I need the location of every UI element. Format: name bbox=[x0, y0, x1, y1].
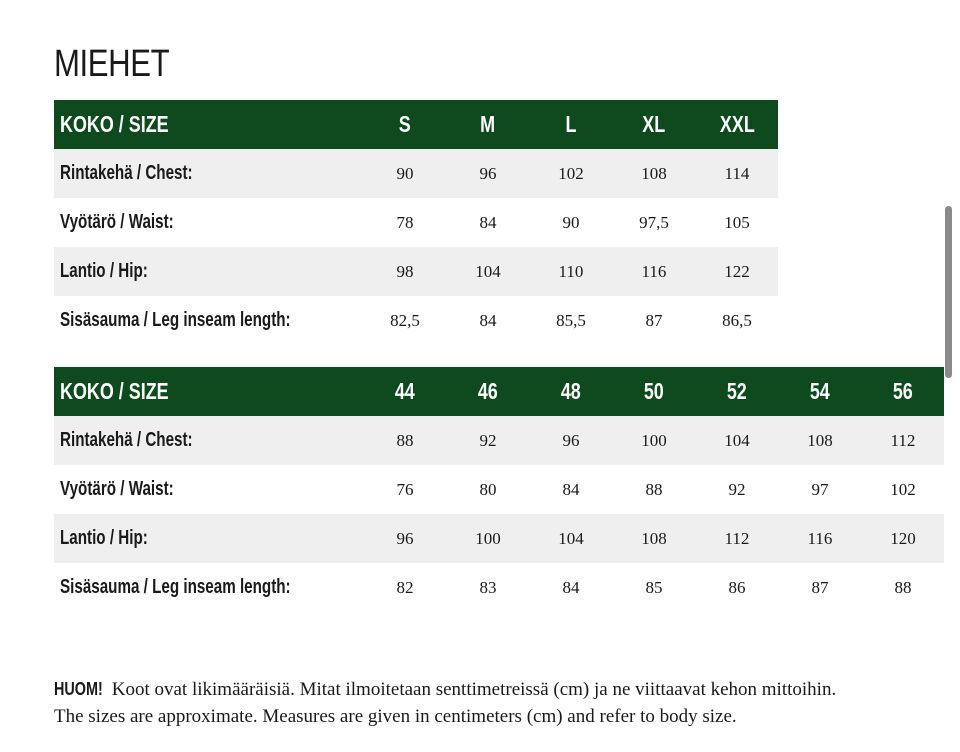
measure-value: 90 bbox=[562, 212, 580, 232]
measure-value: 88 bbox=[894, 577, 912, 597]
size-header-cell: XL bbox=[642, 111, 666, 137]
measure-value: 88 bbox=[396, 430, 414, 450]
measure-value: 87 bbox=[811, 577, 829, 597]
measure-label: Lantio / Hip: bbox=[60, 527, 148, 549]
table-header-row bbox=[54, 367, 944, 416]
size-note bbox=[54, 676, 934, 730]
table-row-inseam bbox=[54, 296, 778, 345]
measure-label: Rintakehä / Chest: bbox=[60, 429, 193, 451]
measure-value: 102 bbox=[890, 479, 916, 499]
measure-value: 105 bbox=[724, 212, 750, 232]
size-header-cell: 50 bbox=[643, 378, 664, 404]
measure-value: 104 bbox=[558, 528, 584, 548]
measure-value: 86 bbox=[728, 577, 746, 597]
measure-value: 76 bbox=[396, 479, 414, 499]
page-title: MIEHET bbox=[54, 43, 170, 86]
measure-value: 122 bbox=[724, 261, 750, 281]
size-header-cell: XXL bbox=[719, 111, 755, 137]
note-warning-label: HUOM! bbox=[54, 679, 103, 699]
measure-value: 84 bbox=[562, 577, 580, 597]
measure-value: 86,5 bbox=[722, 310, 752, 330]
table-row-inseam bbox=[54, 563, 944, 612]
measure-value: 97,5 bbox=[639, 212, 669, 232]
measure-value: 84 bbox=[562, 479, 580, 499]
measure-value: 98 bbox=[396, 261, 414, 281]
table-row-chest bbox=[54, 149, 778, 198]
measure-value: 104 bbox=[724, 430, 750, 450]
measure-value: 85,5 bbox=[556, 310, 586, 330]
table-row-hip bbox=[54, 247, 778, 296]
measure-label: Sisäsauma / Leg inseam length: bbox=[60, 576, 291, 598]
measure-value: 96 bbox=[562, 430, 580, 450]
measure-label: Lantio / Hip: bbox=[60, 260, 148, 282]
measure-label: Vyötärö / Waist: bbox=[60, 478, 174, 500]
measure-value: 84 bbox=[479, 212, 497, 232]
measure-value: 112 bbox=[890, 430, 916, 450]
table-row-hip bbox=[54, 514, 944, 563]
note-text-finnish: Koot ovat likimääräisiä. Mitat ilmoitetaan senttimetreissä (cm) ja ne viittaavat kehon mittoihin. bbox=[111, 679, 837, 700]
table-row-chest bbox=[54, 416, 944, 465]
measure-value: 80 bbox=[479, 479, 497, 499]
size-header-cell: L bbox=[565, 111, 577, 137]
measure-value: 87 bbox=[645, 310, 663, 330]
size-table-letter bbox=[54, 100, 778, 345]
measure-value: 102 bbox=[558, 163, 584, 183]
size-header-cell: 44 bbox=[394, 378, 415, 404]
measure-value: 78 bbox=[396, 212, 414, 232]
measure-value: 110 bbox=[558, 261, 584, 281]
measure-value: 96 bbox=[479, 163, 497, 183]
measure-value: 85 bbox=[645, 577, 663, 597]
measure-label: Vyötärö / Waist: bbox=[60, 211, 174, 233]
size-header-cell: S bbox=[398, 111, 411, 137]
measure-label: Rintakehä / Chest: bbox=[60, 162, 193, 184]
measure-value: 82 bbox=[396, 577, 414, 597]
measure-value: 114 bbox=[724, 163, 750, 183]
size-header-label: KOKO / SIZE bbox=[60, 111, 169, 137]
measure-value: 116 bbox=[641, 261, 667, 281]
measure-value: 108 bbox=[807, 430, 833, 450]
measure-label: Sisäsauma / Leg inseam length: bbox=[60, 309, 291, 331]
size-header-cell: 54 bbox=[809, 378, 830, 404]
measure-value: 100 bbox=[475, 528, 501, 548]
measure-value: 83 bbox=[479, 577, 497, 597]
size-header-label: KOKO / SIZE bbox=[60, 378, 169, 404]
note-text-english: The sizes are approximate. Measures are given in centimeters (cm) and refer to body size. bbox=[54, 706, 737, 727]
measure-value: 116 bbox=[807, 528, 833, 548]
note-line-finnish bbox=[54, 676, 934, 703]
measure-value: 104 bbox=[475, 261, 501, 281]
table-row-waist bbox=[54, 198, 778, 247]
table-row-waist bbox=[54, 465, 944, 514]
measure-value: 108 bbox=[641, 528, 667, 548]
measure-value: 92 bbox=[728, 479, 746, 499]
size-header-cell: 46 bbox=[477, 378, 498, 404]
size-header-cell: M bbox=[480, 111, 496, 137]
measure-value: 112 bbox=[724, 528, 750, 548]
measure-value: 90 bbox=[396, 163, 414, 183]
measure-value: 108 bbox=[641, 163, 667, 183]
size-header-cell: 52 bbox=[726, 378, 747, 404]
measure-value: 120 bbox=[890, 528, 916, 548]
measure-value: 96 bbox=[396, 528, 414, 548]
measure-value: 97 bbox=[811, 479, 829, 499]
scrollbar-thumb[interactable] bbox=[945, 206, 952, 378]
size-header-cell: 48 bbox=[560, 378, 581, 404]
measure-value: 100 bbox=[641, 430, 667, 450]
measure-value: 84 bbox=[479, 310, 497, 330]
size-table-numeric bbox=[54, 367, 944, 612]
measure-value: 82,5 bbox=[390, 310, 420, 330]
measure-value: 88 bbox=[645, 479, 663, 499]
size-header-cell: 56 bbox=[892, 378, 913, 404]
table-header-row bbox=[54, 100, 778, 149]
measure-value: 92 bbox=[479, 430, 497, 450]
